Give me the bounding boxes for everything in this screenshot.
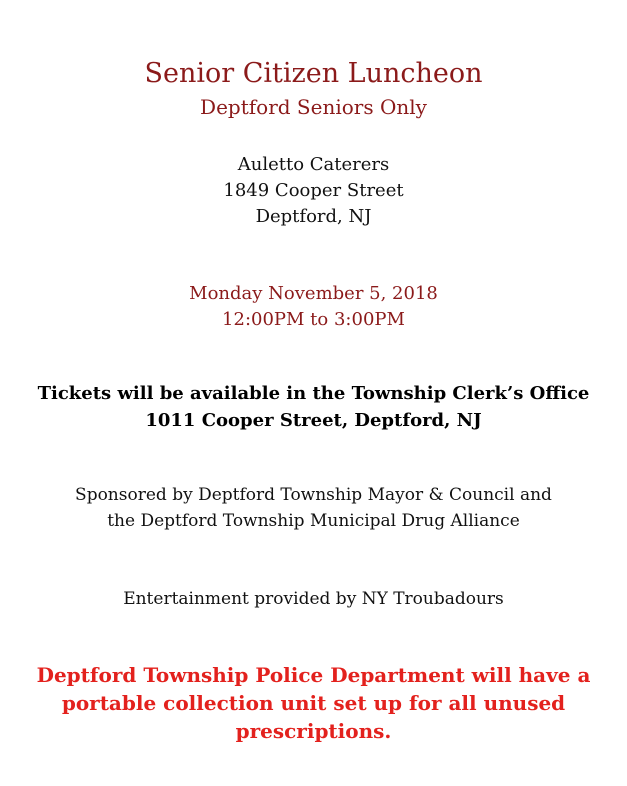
venue-name: Auletto Caterers	[237, 154, 390, 175]
event-subtitle: Deptford Seniors Only	[200, 95, 427, 119]
police-notice-line-3: prescriptions.	[235, 719, 392, 743]
entertainment-line: Entertainment provided by NY Troubadours	[123, 589, 504, 609]
event-title: Senior Citizen Luncheon	[144, 58, 483, 89]
venue-city: Deptford, NJ	[255, 206, 372, 227]
tickets-location: Tickets will be available in the Township Clerk’s Office	[37, 383, 590, 404]
police-notice-line-1: Deptford Township Police Department will have a	[36, 663, 591, 687]
venue-street: 1849 Cooper Street	[223, 180, 404, 201]
sponsor-line-1: Sponsored by Deptford Township Mayor & Council and	[75, 485, 552, 505]
event-date: Monday November 5, 2018	[189, 283, 438, 304]
sponsor-line-2: the Deptford Township Municipal Drug Alliance	[107, 511, 520, 531]
police-notice-line-2: portable collection unit set up for all unused	[61, 691, 566, 715]
tickets-address: 1011 Cooper Street, Deptford, NJ	[145, 410, 482, 431]
event-time: 12:00PM to 3:00PM	[222, 309, 405, 330]
